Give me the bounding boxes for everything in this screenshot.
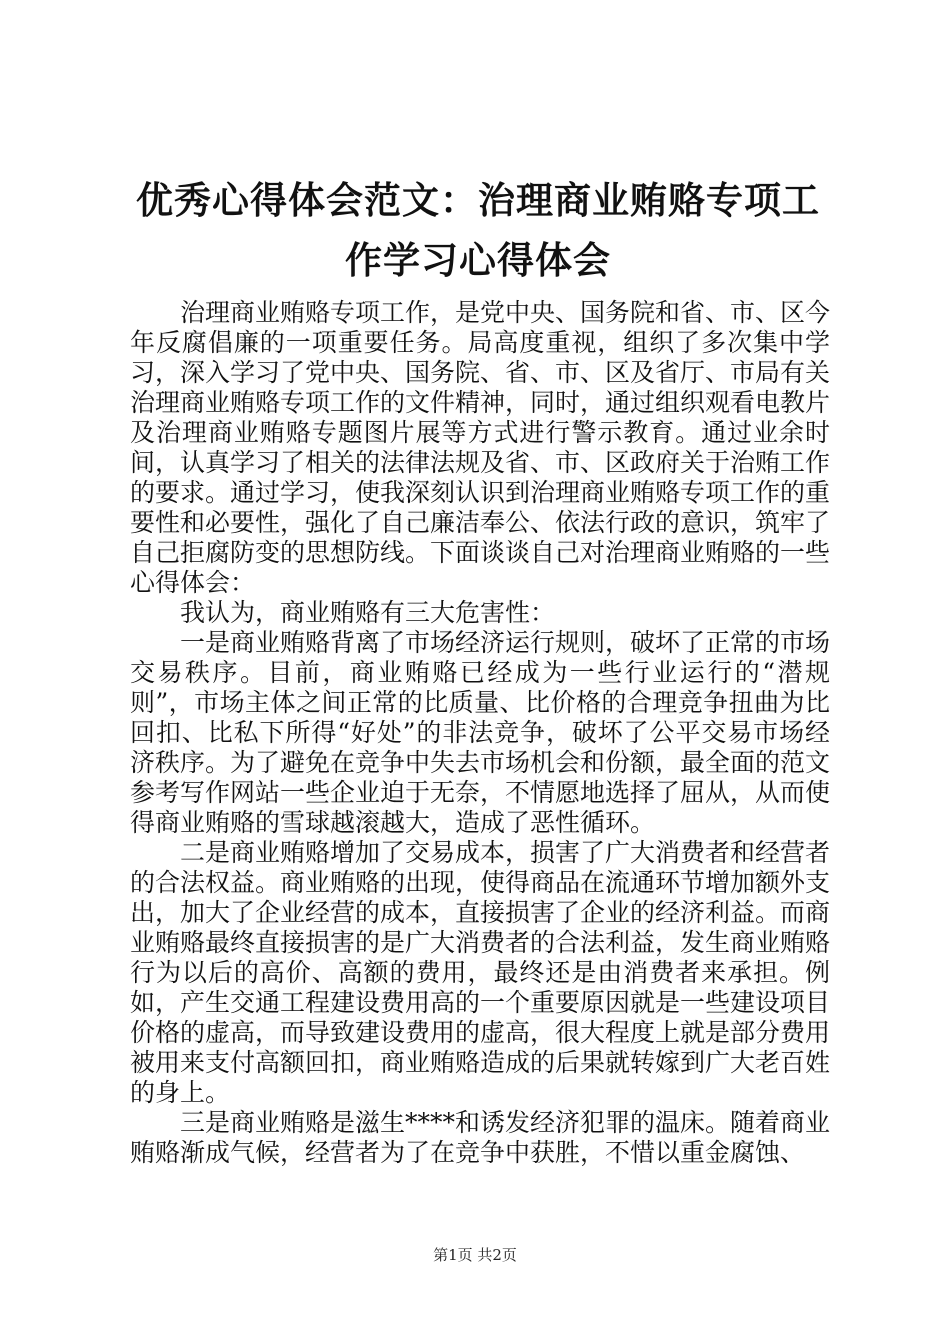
page-footer: 第1页 共2页 [433, 1246, 517, 1264]
paragraph-harm-three: 三是商业贿赂是滋生****和诱发经济犯罪的温床。随着商业贿赂渐成气候，经营者为了在竞争中获胜，不惜以重金腐蚀、 [130, 1108, 831, 1167]
paragraph-intro: 治理商业贿赂专项工作，是党中央、国务院和省、市、区今年反腐倡廉的一项重要任务。局高度重视，组织了多次集中学习，深入学习了党中央、国务院、省、市、区及省厅、市局有关治理商业贿赂专项工作的文件精神，同时，通过组织观看电教片及治理商业贿赂专题图片展等方式进行警示教育。通过业余时间，认真学习了相关的法律法规及省、市、区政府关于治贿工作的要求。通过学习，使我深刻认识到治理商业贿赂专项工作的重要性和必要性，强化了自己廉洁奉公、依法行政的意识，筑牢了自己拒腐防变的思想防线。下面谈谈自己对治理商业贿赂的一些心得体会： [130, 298, 831, 597]
paragraph-three-harms: 我认为，商业贿赂有三大危害性： [180, 598, 556, 627]
paragraph-harm-one: 一是商业贿赂背离了市场经济运行规则，破坏了正常的市场交易秩序。目前，商业贿赂已经成为一些行业运行的“潜规则”，市场主体之间正常的比质量、比价格的合理竞争扭曲为比回扣、比私下所得“好处”的非法竞争，破坏了公平交易市场经济秩序。为了避免在竞争中失去市场机会和份额，最全面的范文参考写作网站一些企业迫于无奈，不情愿地选择了屈从，从而使得商业贿赂的雪球越滚越大，造成了恶性循环。 [130, 628, 831, 837]
document-title: 优秀心得体会范文：治理商业贿赂专项工作学习心得体会 [136, 178, 820, 282]
document-body [130, 298, 830, 1168]
paragraph-harm-two: 二是商业贿赂增加了交易成本，损害了广大消费者和经营者的合法权益。商业贿赂的出现，使得商品在流通环节增加额外支出，加大了企业经营的成本，直接损害了企业的经济利益。而商业贿赂最终直接损害的是广大消费者的合法利益，发生商业贿赂行为以后的高价、高额的费用，最终还是由消费者来承担。例如，产生交通工程建设费用高的一个重要原因就是一些建设项目价格的虚高，而导致建设费用的虚高，很大程度上就是部分费用被用来支付高额回扣，商业贿赂造成的后果就转嫁到广大老百姓的身上。 [130, 838, 831, 1107]
